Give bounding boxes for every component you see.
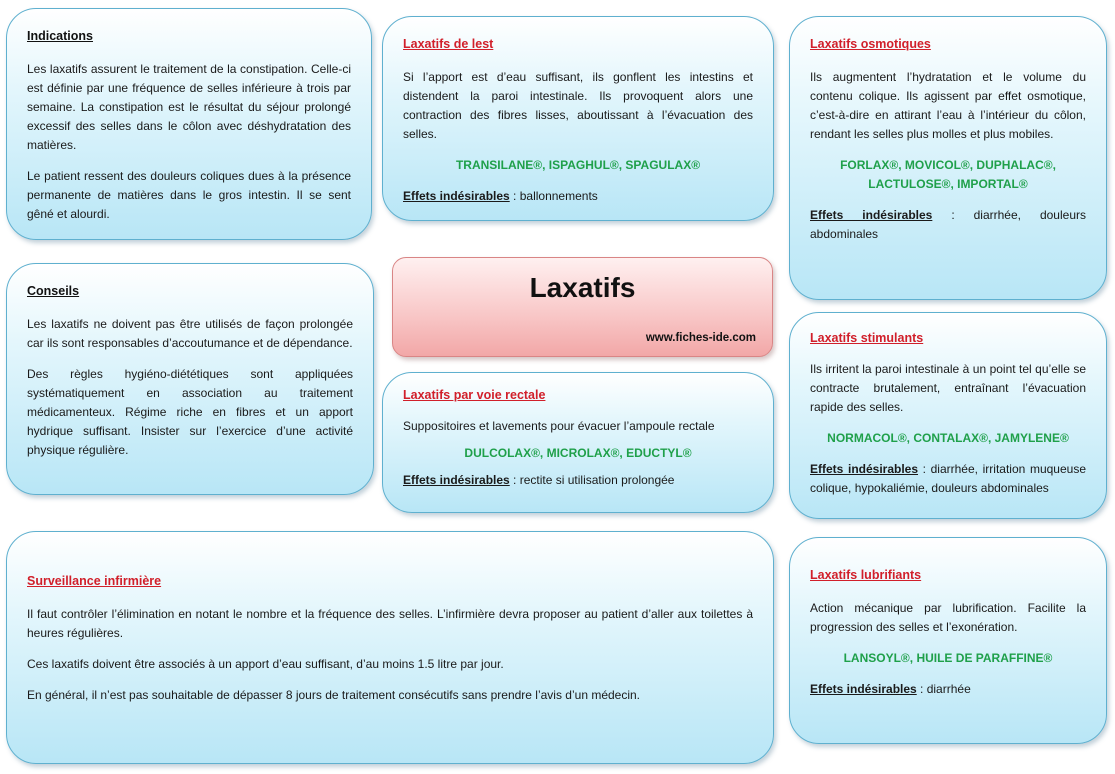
- lubrifiants-drugs: LANSOYL®, HUILE DE PARAFFINE®: [843, 651, 1053, 665]
- rectale-drugs: DULCOLAX®, MICROLAX®, EDUCTYL®: [464, 446, 692, 460]
- effects-label: Effets indésirables: [403, 473, 510, 487]
- lubrifiants-title: Laxatifs lubrifiants: [810, 568, 922, 582]
- conseils-title: Conseils: [27, 284, 80, 298]
- lubrifiants-description: Action mécanique par lubrification. Facilite la progression des selles et l’exonération.: [810, 601, 1086, 634]
- osmotiques-panel: [789, 16, 1107, 300]
- surveillance-paragraph: En général, il n’est pas souhaitable de dépasser 8 jours de traitement consécutifs sans prendre l’avis d’un médecin.: [27, 688, 641, 702]
- rectale-effects: [403, 471, 753, 490]
- lest-description: Si l’apport est d’eau suffisant, ils gonflent les intestins et distendent la paroi intestinale. Ils provoquent alors une contraction des fibres lisses, aboutissant à l’évacuation des selles.: [403, 70, 753, 141]
- stimulants-description: Ils irritent la paroi intestinale à un point tel qu’elle se contracte brutalement, entraînant l’évacuation rapide des selles.: [810, 362, 1086, 414]
- surveillance-paragraph: Ces laxatifs doivent être associés à un apport d’eau suffisant, d’au moins 1.5 litre par jour.: [27, 657, 504, 671]
- surveillance-paragraph: Il faut contrôler l’élimination en notant le nombre et la fréquence des selles. L’infirmière devra proposer au patient d’aller aux toilettes à heures régulières.: [27, 607, 753, 640]
- lest-title: Laxatifs de lest: [403, 37, 494, 51]
- stimulants-title: Laxatifs stimulants: [810, 331, 924, 345]
- osmotiques-drugs: FORLAX®, MOVICOL®, DUPHALAC®, LACTULOSE®, IMPORTAL®: [840, 158, 1056, 191]
- effects-text: : diarrhée, douleurs abdominales: [810, 208, 1086, 241]
- conseils-paragraph: Les laxatifs ne doivent pas être utilisés de façon prolongée car ils sont responsables d’accoutumance et de dépendance.: [27, 317, 353, 350]
- surveillance-panel: [6, 531, 774, 764]
- osmotiques-effects: [810, 206, 1086, 244]
- lubrifiants-effects: [810, 680, 1086, 699]
- stimulants-panel: [789, 312, 1107, 519]
- lest-panel: [382, 16, 774, 221]
- effects-label: Effets indésirables: [810, 682, 917, 696]
- rectale-description: Suppositoires et lavements pour évacuer l’ampoule rectale: [403, 419, 715, 433]
- osmotiques-description: Ils augmentent l’hydratation et le volume du contenu colique. Ils agissent par effet osmotique, c’est-à-dire en attirant l’eau à l’intérieur du côlon, rendant les selles plus molles et plus mobiles.: [810, 70, 1086, 141]
- conseils-paragraph: Des règles hygiéno-diététiques sont appliquées systématiquement en association au traitement médicamenteux. Régime riche en fibres et un apport hydrique suffisant. Insister sur l’exercice d’une activité physique régulière.: [27, 367, 353, 457]
- indications-title: Indications: [27, 29, 93, 43]
- lest-drugs: TRANSILANE®, ISPAGHUL®, SPAGULAX®: [455, 158, 701, 172]
- rectale-title: Laxatifs par voie rectale: [403, 388, 546, 402]
- indications-paragraph: Les laxatifs assurent le traitement de la constipation. Celle-ci est définie par une fréquence de selles inférieure à trois par semaine. La constipation est le résultat du séjour prolongé excessif des selles dans le côlon avec déshydratation des matières.: [27, 62, 351, 152]
- stimulants-effects: [810, 460, 1086, 498]
- effects-text: : diarrhée: [916, 682, 971, 696]
- surveillance-title: Surveillance infirmière: [27, 574, 162, 588]
- lest-effects: [403, 187, 753, 206]
- effects-text: : ballonnements: [509, 189, 598, 203]
- conseils-panel: [6, 263, 374, 495]
- central-title-box: [392, 257, 773, 357]
- lubrifiants-panel: [789, 537, 1107, 744]
- effects-label: Effets indésirables: [810, 208, 933, 222]
- site-url: www.fiches-ide.com: [645, 332, 756, 344]
- page-title: Laxatifs: [529, 272, 636, 303]
- effects-label: Effets indésirables: [810, 462, 919, 476]
- effects-text: : diarrhée, irritation muqueuse colique, hypokaliémie, douleurs abdominales: [810, 462, 1086, 495]
- stimulants-drugs: NORMACOL®, CONTALAX®, JAMYLENE®: [827, 431, 1069, 445]
- effects-text: : rectite si utilisation prolongée: [509, 473, 675, 487]
- rectale-panel: [382, 372, 774, 513]
- indications-paragraph: Le patient ressent des douleurs coliques dues à la présence permanente de matières dans le gros intestin. Il se sent gêné et alourdi.: [27, 169, 351, 221]
- indications-panel: [6, 8, 372, 240]
- osmotiques-title: Laxatifs osmotiques: [810, 37, 931, 51]
- effects-label: Effets indésirables: [403, 189, 510, 203]
